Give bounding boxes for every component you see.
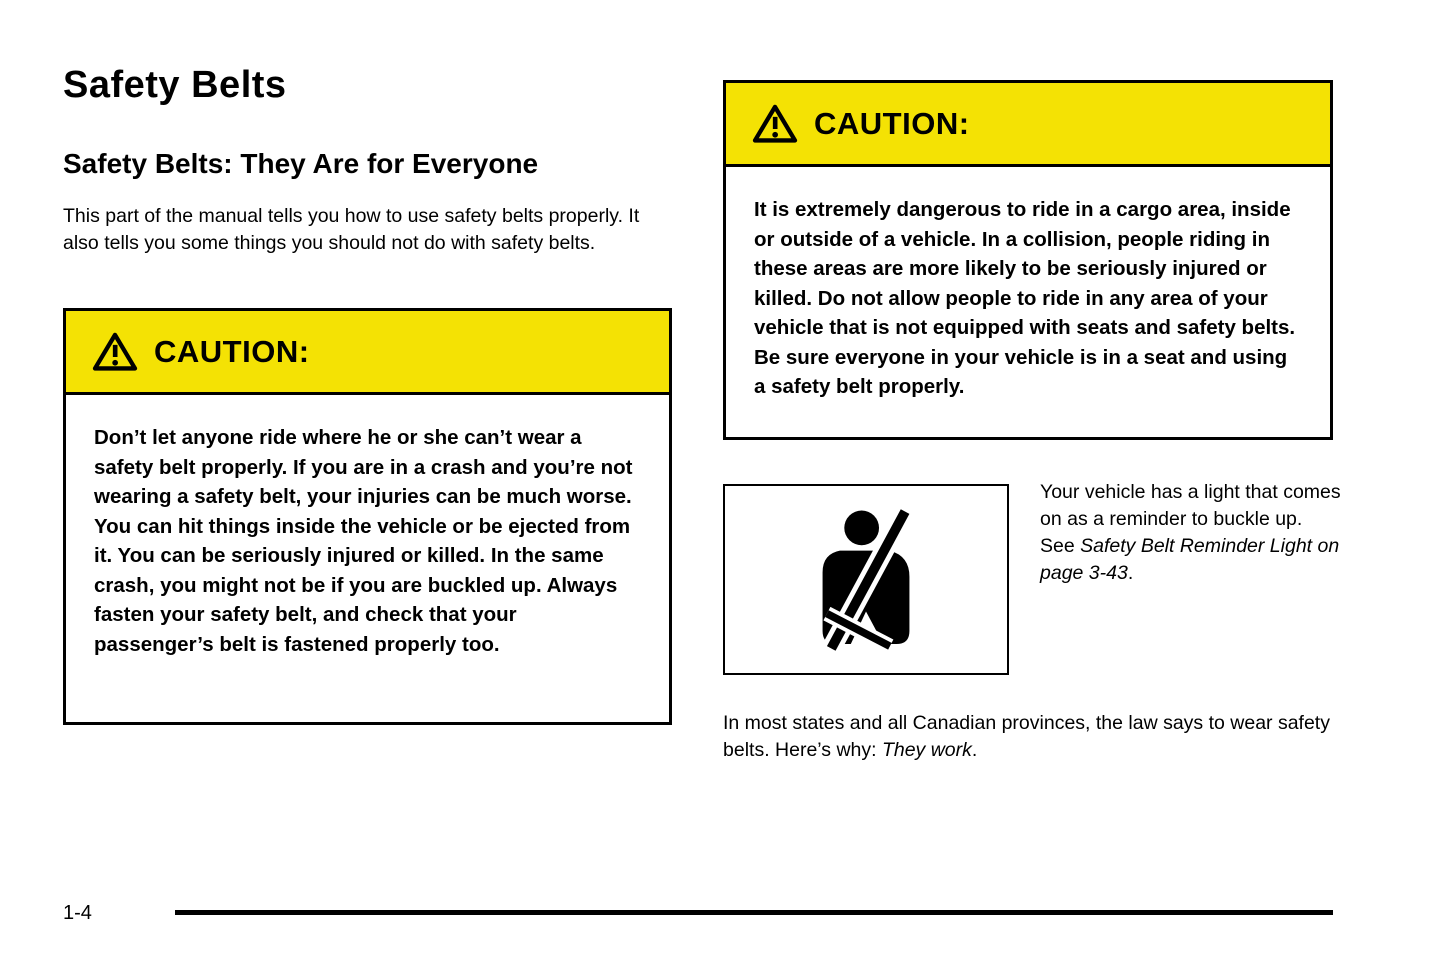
section-heading: Safety Belts: They Are for Everyone	[63, 148, 539, 179]
reminder-cross-reference: Safety Belt Reminder Light on page 3-43	[1040, 535, 1340, 584]
reminder-text-end: .	[1127, 562, 1134, 584]
page-number: 1-4	[63, 902, 92, 924]
law-text: In most states and all Canadian provinces, the law says to wear safety belts. Here’s why:	[723, 712, 1330, 761]
reminder-text: Your vehicle has a light that comes on as a reminder to buckle up. See	[1040, 481, 1341, 557]
seatbelt-person-icon	[790, 501, 942, 659]
reminder-paragraph	[1040, 479, 1342, 587]
seatbelt-figure-frame	[723, 484, 1009, 675]
caution-title: CAUTION:	[154, 333, 310, 369]
footer-rule	[175, 910, 1333, 915]
caution-box-left	[63, 308, 672, 725]
caution-body: Don’t let anyone ride where he or she can’t wear a safety belt properly. If you are in a crash and you’re not wearing a safety belt, your injuries can be much worse. You can hit things inside the vehicle or be ejected from it. You can be seriously injured or killed. In the same crash, you might not be if you are buckled up. Always fasten your safety belt, and check that your passenger’s belt is fastened properly too.	[94, 426, 633, 656]
law-text-end: .	[971, 739, 978, 761]
caution-header-right	[726, 83, 1330, 167]
caution-title: CAUTION:	[814, 105, 970, 141]
caution-body: It is extremely dangerous to ride in a cargo area, inside or outside of a vehicle. In a collision, people riding in these areas are more likely to be seriously injured or killed. Do not allow people to ride in any area of your vehicle that is not equipped with seats and safety belts. Be sure everyone in your vehicle is in a seat and using a safety belt properly.	[754, 198, 1296, 398]
intro-paragraph: This part of the manual tells you how to use safety belts properly. It also tells you some things you should not do with safety belts.	[63, 205, 640, 254]
page-title: Safety Belts	[63, 64, 287, 106]
law-paragraph	[723, 710, 1345, 764]
law-emphasis: They work	[881, 739, 972, 761]
warning-triangle-icon	[92, 332, 138, 372]
warning-triangle-icon	[752, 104, 798, 144]
caution-box-right	[723, 80, 1333, 440]
caution-header-left	[66, 311, 669, 395]
